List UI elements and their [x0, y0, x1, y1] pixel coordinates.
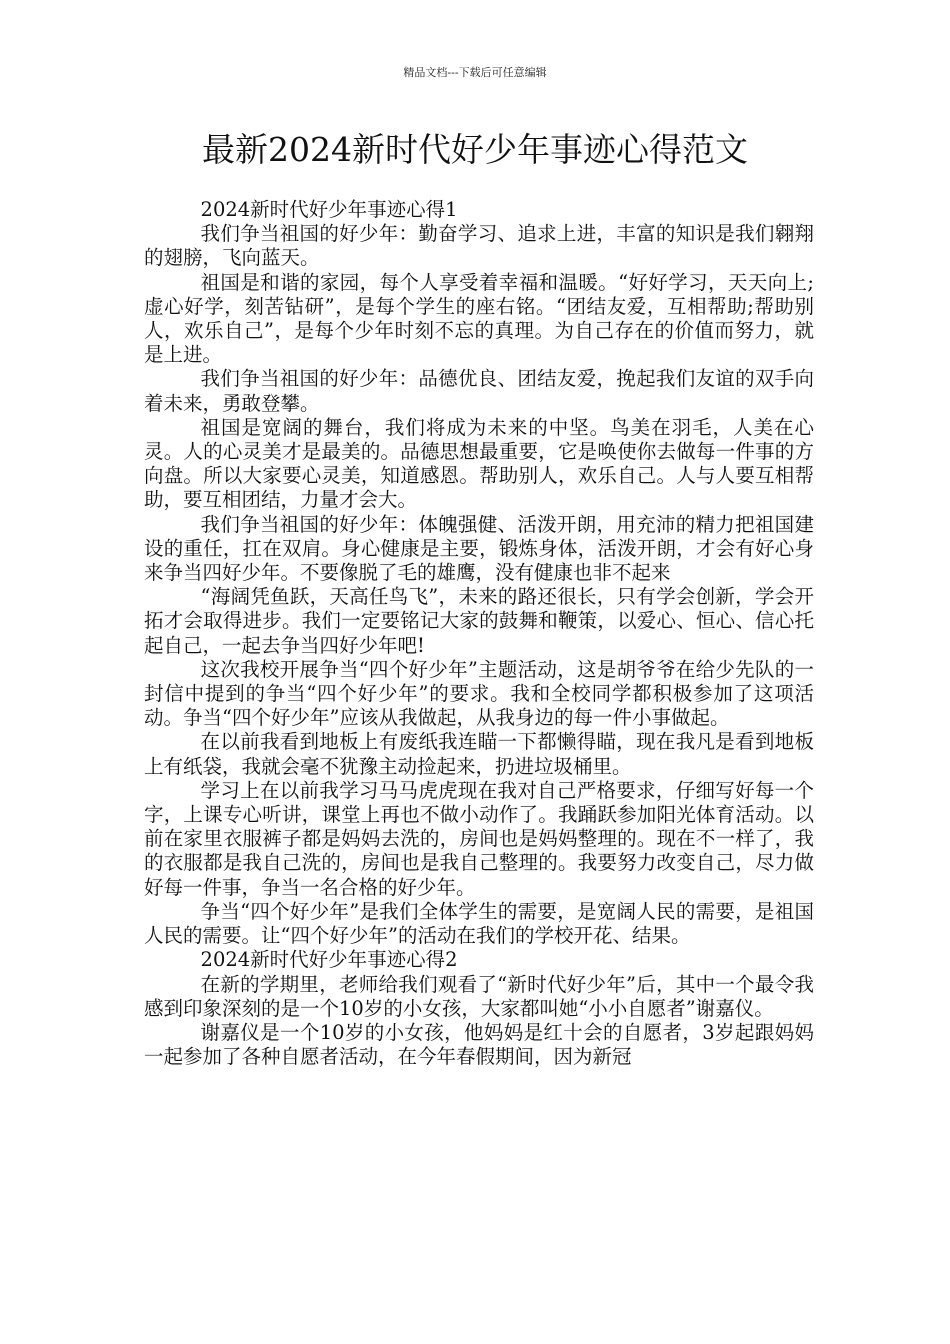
- paragraph: 祖国是宽阔的舞台，我们将成为未来的中坚。鸟美在羽毛，人美在心灵。人的心灵美才是最美的。品德思想最重要，它是唤使你去做每一件事的方向盘。所以大家要心灵美，知道感恩。帮助别人，欢乐自己。人与人要互相帮助，要互相团结，力量才会大。: [144, 415, 814, 512]
- document-title: 最新2024新时代好少年事迹心得范文: [202, 130, 748, 169]
- section-heading: 2024新时代好少年事迹心得1: [200, 198, 458, 221]
- paragraph: “海阔凭鱼跃，天高任鸟飞”，未来的路还很长，只有学会创新，学会开拓才会取得进步。我们一定要铭记大家的鼓舞和鞭策，以爱心、恒心、信心托起自己，一起去争当四好少年吧!: [144, 585, 814, 657]
- paragraph: 我们争当祖国的好少年：品德优良、团结友爱，挽起我们友谊的双手向着未来，勇敢登攀。: [144, 367, 814, 415]
- paragraph: 祖国是和谐的家园，每个人享受着幸福和温暖。“好好学习，天天向上;虚心好学，刻苦钻研”，是每个学生的座右铭。“团结友爱，互相帮助;帮助别人，欢乐自己”，是每个少年时刻不忘的真理。为自己存在的价值而努力，就是上进。: [144, 270, 814, 367]
- paragraph: 谢嘉仪是一个10岁的小女孩，他妈妈是红十会的自愿者，3岁起跟妈妈一起参加了各种自愿者活动，在今年春假期间，因为新冠: [144, 1020, 814, 1069]
- document-body: [144, 198, 814, 1069]
- header-note: 精品文档---下载后可任意编辑: [403, 66, 547, 79]
- paragraph: 我们争当祖国的好少年：勤奋学习、追求上进，丰富的知识是我们翱翔的翅膀，飞向蓝天。: [144, 222, 814, 270]
- paragraph: 我们争当祖国的好少年：体魄强健、活泼开朗，用充沛的精力把祖国建设的重任，扛在双肩。身心健康是主要，锻炼身体，活泼开朗，才会有好心身来争当四好少年。不要像脱了毛的雄鹰，没有健康也非不起来: [144, 512, 814, 585]
- paragraph: 这次我校开展争当“四个好少年”主题活动，这是胡爷爷在给少先队的一封信中提到的争当“四个好少年”的要求。我和全校同学都积极参加了这项活动。争当“四个好少年”应该从我做起，从我身边的每一件小事做起。: [144, 657, 814, 730]
- paragraph: 在以前我看到地板上有废纸我连瞄一下都懒得瞄，现在我凡是看到地板上有纸袋，我就会毫不犹豫主动捡起来，扔进垃圾桶里。: [144, 730, 814, 778]
- paragraph: 在新的学期里，老师给我们观看了“新时代好少年”后，其中一个最令我感到印象深刻的是一个10岁的小女孩，大家都叫她“小小自愿者”谢嘉仪。: [144, 972, 814, 1020]
- paragraph: 学习上在以前我学习马马虎虎现在我对自己严格要求，仔细写好每一个字，上课专心听讲，课堂上再也不做小动作了。我踊跃参加阳光体育活动。以前在家里衣服裤子都是妈妈去洗的，房间也是妈妈整理的。现在不一样了，我的衣服都是我自己洗的，房间也是我自己整理的。我要努力改变自己，尽力做好每一件事，争当一名合格的好少年。: [144, 778, 814, 899]
- section-heading: 2024新时代好少年事迹心得2: [200, 948, 458, 972]
- paragraph: 争当“四个好少年”是我们全体学生的需要，是宽阔人民的需要，是祖国人民的需要。让“四个好少年”的活动在我们的学校开花、结果。: [144, 899, 814, 948]
